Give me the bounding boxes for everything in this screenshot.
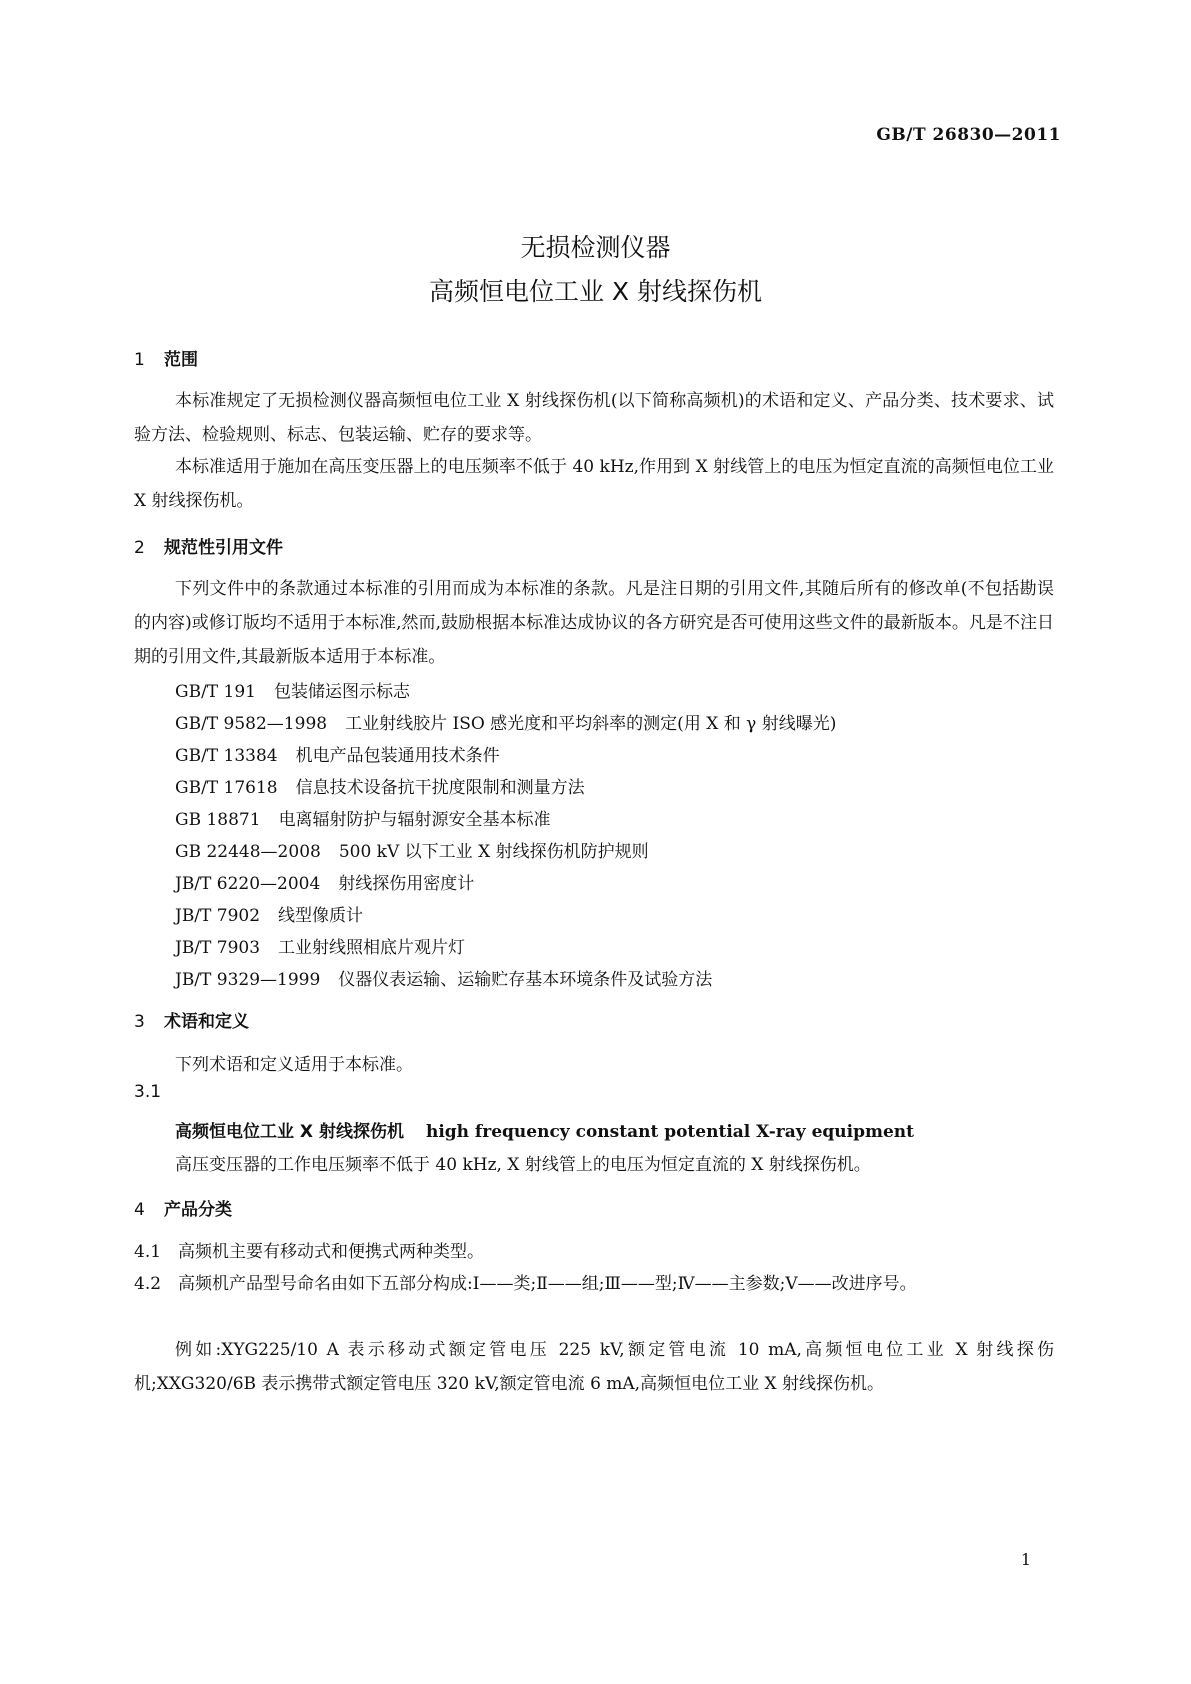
section-number: 1: [134, 350, 145, 370]
title-line-1: 无损检测仪器: [520, 233, 671, 262]
reference-item: [175, 965, 712, 990]
section-2-para-1: 下列文件中的条款通过本标准的引用而成为本标准的条款。凡是注日期的引用文件,其随后所有的修改单(不包括勘误的内容)或修订版均不适用于本标准,然而,鼓励根据本标准达成协议的各方研究是否可使用这些文件的最新版本。凡是不注日期的引用文件,其最新版本适用于本标准。: [134, 579, 1054, 667]
title-line-2: 高频恒电位工业 X 射线探伤机: [428, 277, 763, 306]
reference-item: [175, 837, 649, 862]
reference-name: 机电产品包装通用技术条件: [295, 746, 500, 766]
reference-name: 工业射线照相底片观片灯: [278, 938, 466, 958]
section-3-heading: [134, 1007, 249, 1032]
section-title: 术语和定义: [164, 1012, 249, 1032]
clause-4-1: 4.1 高频机主要有移动式和便携式两种类型。: [134, 1242, 485, 1262]
reference-item: [175, 805, 551, 830]
section-4-heading: [134, 1195, 232, 1220]
reference-code: JB/T 7903: [175, 938, 261, 958]
section-2-heading: [134, 533, 283, 558]
reference-name: 包装储运图示标志: [274, 682, 410, 702]
page-number: 1: [1020, 1550, 1031, 1569]
reference-code: GB/T 9582—1998: [175, 714, 328, 734]
reference-name: 信息技术设备抗干扰度限制和测量方法: [295, 778, 585, 798]
reference-item: [175, 901, 363, 926]
reference-item: [175, 869, 474, 894]
reference-name: 线型像质计: [278, 906, 364, 926]
section-1-para-2: 本标准适用于施加在高压变压器上的电压频率不低于 40 kHz,作用到 X 射线管上的电压为恒定直流的高频恒电位工业 X 射线探伤机。: [134, 457, 1054, 511]
section-title: 规范性引用文件: [164, 538, 283, 558]
reference-name: 仪器仪表运输、运输贮存基本环境条件及试验方法: [338, 970, 713, 990]
reference-code: GB 22448—2008: [175, 842, 321, 862]
clause-4-2: 4.2 高频机产品型号命名由如下五部分构成:Ⅰ——类;Ⅱ——组;Ⅲ——型;Ⅳ——主参数;Ⅴ——改进序号。: [134, 1274, 917, 1294]
reference-code: GB/T 13384: [175, 746, 278, 766]
section-number: 3: [134, 1012, 145, 1032]
reference-item: [175, 677, 410, 702]
clause-4-2-example: 例如:XYG225/10 A 表示移动式额定管电压 225 kV,额定管电流 10 mA,高频恒电位工业 X 射线探伤机;XXG320/6B 表示携带式额定管电压 320 kV,额定管电流 6 mA,高频恒电位工业 X 射线探伤机。: [134, 1340, 1054, 1394]
section-3-para-1: 下列术语和定义适用于本标准。: [175, 1055, 413, 1075]
reference-code: JB/T 7902: [175, 906, 261, 926]
reference-name: 500 kV 以下工业 X 射线探伤机防护规则: [338, 842, 649, 862]
reference-code: JB/T 9329—1999: [175, 970, 321, 990]
section-title: 范围: [164, 350, 198, 370]
standard-number: GB/T 26830—2011: [876, 125, 1061, 145]
section-1-heading: [134, 345, 198, 370]
section-title: 产品分类: [164, 1200, 232, 1220]
reference-name: 电离辐射防护与辐射源安全基本标准: [278, 810, 551, 830]
reference-item: [175, 741, 500, 766]
reference-code: GB/T 17618: [175, 778, 278, 798]
term-english: high frequency constant potential X-ray equipment: [425, 1122, 914, 1142]
section-number: 4: [134, 1200, 145, 1220]
reference-name: 工业射线胶片 ISO 感光度和平均斜率的测定(用 X 和 γ 射线曝光): [345, 714, 837, 734]
reference-name: 射线探伤用密度计: [338, 874, 475, 894]
subsection-number: 3.1: [134, 1082, 162, 1102]
term-chinese: 高频恒电位工业 X 射线探伤机: [175, 1122, 404, 1142]
term-definition: 高压变压器的工作电压频率不低于 40 kHz, X 射线管上的电压为恒定直流的 X 射线探伤机。: [175, 1155, 871, 1175]
reference-code: JB/T 6220—2004: [175, 874, 321, 894]
reference-item: [175, 933, 465, 958]
reference-code: GB 18871: [175, 810, 261, 830]
section-1-para-1: 本标准规定了无损检测仪器高频恒电位工业 X 射线探伤机(以下简称高频机)的术语和定义、产品分类、技术要求、试验方法、检验规则、标志、包装运输、贮存的要求等。: [134, 391, 1054, 445]
section-number: 2: [134, 538, 145, 558]
reference-code: GB/T 191: [175, 682, 256, 702]
reference-item: [175, 709, 836, 734]
term-entry: [175, 1117, 914, 1142]
reference-item: [175, 773, 585, 798]
